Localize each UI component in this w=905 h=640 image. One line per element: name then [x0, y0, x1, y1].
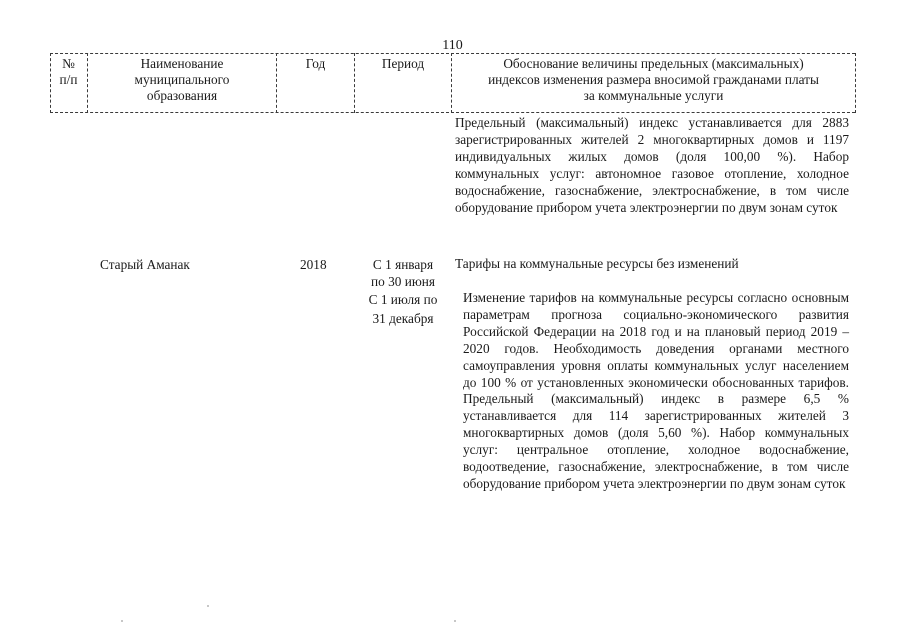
- year-value: 2018: [300, 257, 327, 272]
- scan-speck: [207, 605, 209, 607]
- first-half-justification: [455, 256, 849, 273]
- scan-speck: [121, 620, 123, 622]
- first-half-text: Тарифы на коммунальные ресурсы без изменений: [455, 256, 739, 271]
- header-number: № п/п: [59, 56, 78, 87]
- second-half-text: Изменение тарифов на коммунальные ресурсы согласно основным параметрам прогноза социально-экономического развития Российской Федерации на 2018 год и на плановый период 2019 – 2020 годов. Необходимость доведения органами местного самоуправления уровня оплаты коммунальных услуг населением до 100 % от установленных экономически обоснованных тарифов. Предельный (максимальный) индекс в размере 6,5 % устанавливается для 114 зарегистрированных жителей 3 многоквартирных домов (доля 5,60 %). Набор коммунальных услуг: центральное отопление, холодное водоснабжение, водоотведение, газоснабжение, электроснабжение, в том числе оборудование прибором учета электроэнергии по двум зонам суток: [463, 290, 849, 491]
- second-half-justification: [463, 290, 849, 493]
- header-bottom-border: [50, 112, 855, 113]
- period-first-half: С 1 января по 30 июня: [371, 257, 435, 289]
- header-justification: Обоснование величины предельных (максимальных) индексов изменения размера вносимой гражданами платы за коммунальные услуги: [488, 56, 819, 103]
- table-top-border: [50, 53, 855, 54]
- municipality-name: Старый Аманак: [100, 257, 190, 272]
- header-municipality: Наименование муниципального образования: [134, 56, 230, 103]
- continued-justification: [455, 115, 849, 216]
- continued-justification-text: Предельный (максимальный) индекс устанавливается для 2883 зарегистрированных жителей 2 многоквартирных домов и 1197 индивидуальных жилых домов (доля 100,00 %). Набор коммунальных услуг: автономное газовое отопление, холодное водоснабжение, газоснабжение, электроснабжение, в том числе оборудование прибором учета электроэнергии по двум зонам суток: [455, 115, 849, 215]
- period-second-half: С 1 июля по 31 декабря: [368, 292, 438, 326]
- table-right-border: [855, 53, 856, 113]
- header-period: Период: [381, 56, 425, 71]
- page-number: 110: [442, 38, 463, 53]
- scan-speck: [454, 620, 456, 622]
- header-year: Год: [305, 56, 326, 71]
